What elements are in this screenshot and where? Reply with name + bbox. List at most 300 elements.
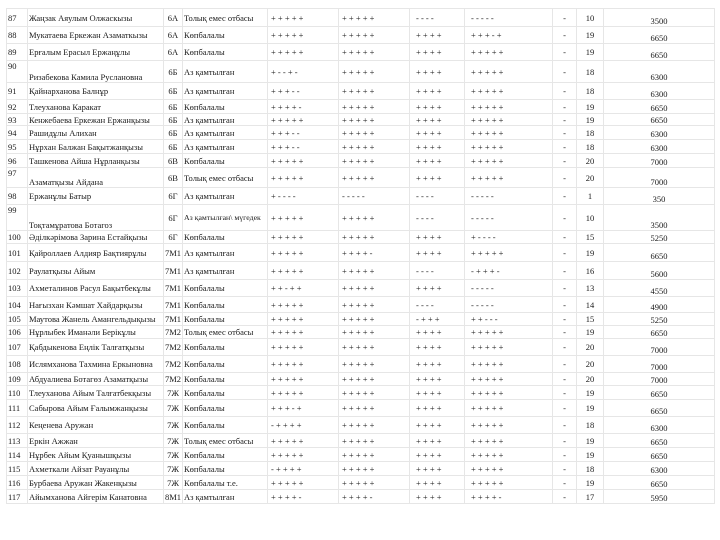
class-cell: 7М1: [165, 314, 182, 324]
class-cell: 6Б: [164, 114, 183, 126]
class-cell: 6Б: [164, 83, 183, 100]
days-cell: 19: [577, 44, 604, 61]
marks-week-4: - + + + -: [465, 262, 553, 280]
class-cell: 6Б: [164, 126, 183, 140]
class-cell: 6Б: [164, 61, 183, 83]
class-cell: 6В: [164, 168, 183, 188]
student-name: Мукатаева Еркежан Азаматкызы: [28, 27, 164, 44]
class-cell: 6Г: [164, 188, 183, 205]
days-cell: 18: [577, 462, 604, 476]
table-row: [7, 400, 715, 417]
marks-week-2: + + + + +: [339, 462, 410, 476]
amount-cell: 6650: [604, 386, 715, 400]
table-row: [7, 262, 715, 280]
category-cell: Аз қамтылған: [183, 83, 268, 100]
row-number: 89: [7, 44, 28, 61]
category-cell: Көпбалалы: [183, 27, 268, 44]
marks-week-1: + + + + +: [268, 262, 339, 280]
row-number: 117: [7, 490, 28, 504]
amount-cell: 5600: [604, 262, 715, 280]
marks-week-1: + + + + -: [268, 100, 339, 114]
days-cell: 20: [577, 373, 604, 386]
table-row: [7, 168, 715, 188]
student-name: Қайроллаев Алдияр Бақтиярұлы: [28, 244, 164, 262]
marks-week-5: -: [553, 9, 577, 27]
table-row: [7, 297, 715, 313]
student-name: Ержанұлы Батыр: [28, 188, 164, 205]
marks-week-4: + + + + -: [465, 490, 553, 504]
marks-week-3: + + + +: [410, 476, 465, 490]
class-cell: 7М1: [164, 262, 183, 280]
marks-week-3: + + + +: [410, 154, 465, 168]
student-name: Ризабекова Камила Руслановна: [28, 61, 164, 83]
table-row: [7, 100, 715, 114]
amount-cell: 7000: [604, 154, 715, 168]
student-name: Ерғалым Ерасыл Ержаңұлы: [28, 44, 164, 61]
marks-week-3: + + + +: [410, 126, 465, 140]
table-row: [7, 386, 715, 400]
marks-week-5: -: [553, 313, 577, 326]
marks-week-5: -: [553, 490, 577, 504]
amount-cell: 5950: [604, 490, 715, 504]
student-name: Кенжебаева Еркежан Ержанқызы: [28, 114, 164, 126]
row-number: 111: [7, 400, 28, 417]
table-row: [7, 280, 715, 297]
marks-week-4: + + + + +: [465, 61, 553, 83]
marks-week-5: -: [553, 373, 577, 386]
marks-week-3: + + + +: [410, 231, 465, 244]
class-cell: 7Ж: [164, 448, 183, 462]
marks-week-2: + + + + +: [339, 373, 410, 386]
amount-cell: 350: [604, 188, 715, 205]
marks-week-5: -: [553, 114, 577, 126]
marks-week-5: -: [553, 61, 577, 83]
marks-week-5: -: [553, 83, 577, 100]
marks-week-1: + + + - +: [268, 400, 339, 417]
category-cell: Көпбалалы: [183, 231, 268, 244]
marks-week-1: + + + + +: [268, 313, 339, 326]
marks-week-2: + + + + +: [339, 297, 410, 313]
marks-week-4: + + + + +: [465, 476, 553, 490]
marks-week-2: + + + + +: [339, 140, 410, 154]
marks-week-5: -: [553, 400, 577, 417]
marks-week-3: + + + +: [410, 448, 465, 462]
class-cell: 7М2: [165, 374, 182, 384]
marks-week-4: + + + + +: [465, 417, 553, 434]
row-number: 88: [7, 27, 28, 44]
marks-week-3: + + + +: [410, 400, 465, 417]
table-row: [7, 83, 715, 100]
class-cell: 7Ж: [164, 400, 183, 417]
student-name: Бурбаева Аружан Жакенқызы: [28, 476, 164, 490]
marks-week-5: -: [553, 448, 577, 462]
row-number: 101: [7, 244, 28, 262]
student-name: Абдуалиева Ботагөз Азаматқызы: [28, 373, 164, 386]
category-cell: Аз қамтылған: [183, 188, 268, 205]
marks-week-5: -: [553, 126, 577, 140]
marks-week-3: + + + +: [410, 83, 465, 100]
amount-cell: 3500: [604, 205, 715, 231]
row-number: 98: [7, 188, 28, 205]
marks-week-5: -: [553, 356, 577, 373]
marks-week-2: + + + + +: [339, 356, 410, 373]
marks-week-4: + + + + +: [465, 434, 553, 448]
marks-week-3: - - - -: [410, 205, 465, 231]
student-name: Рашидұлы Алихан: [28, 126, 164, 140]
table-row: [7, 140, 715, 154]
class-cell: 6Г: [164, 231, 183, 244]
marks-week-4: + + + + +: [465, 356, 553, 373]
days-cell: 20: [577, 154, 604, 168]
class-cell: 7М1: [164, 244, 183, 262]
marks-week-3: - - - -: [410, 9, 465, 27]
amount-cell: 3500: [604, 9, 715, 27]
marks-week-4: + + + + +: [465, 373, 553, 386]
table-row: [7, 448, 715, 462]
marks-week-4: - - - - -: [465, 205, 553, 231]
student-name: Нағызхан Кәмшат Хайдарқызы: [28, 297, 164, 313]
marks-week-5: -: [553, 297, 577, 313]
category-cell: Көпбалалы: [183, 417, 268, 434]
class-cell: 6А: [164, 27, 183, 44]
marks-week-5: -: [553, 27, 577, 44]
marks-week-2: + + + + +: [339, 313, 410, 326]
marks-week-5: -: [553, 339, 577, 356]
days-cell: 16: [577, 262, 604, 280]
marks-week-1: + + + + +: [268, 448, 339, 462]
row-number: 108: [7, 356, 28, 373]
category-cell: Толық емес отбасы: [183, 168, 268, 188]
marks-week-3: + + + +: [410, 434, 465, 448]
marks-week-5: -: [553, 280, 577, 297]
days-cell: 20: [577, 356, 604, 373]
class-cell: 6А: [164, 9, 183, 27]
marks-week-3: - - - -: [410, 188, 465, 205]
class-cell: 6Б: [164, 140, 183, 154]
marks-week-4: + + + + +: [465, 83, 553, 100]
marks-week-3: + + + +: [410, 373, 465, 386]
marks-week-3: + + + +: [410, 114, 465, 126]
class-cell: 7Ж: [164, 476, 183, 490]
marks-week-4: - - - - -: [465, 280, 553, 297]
student-name: Қабдыкенова Еңлік Талғатқызы: [28, 339, 164, 356]
marks-week-1: + - - + -: [268, 61, 339, 83]
marks-week-3: + + + +: [410, 356, 465, 373]
amount-cell: 7000: [604, 373, 715, 386]
category-cell: Көпбалалы: [183, 154, 268, 168]
amount-cell: 6300: [604, 417, 715, 434]
marks-week-2: - - - - -: [339, 188, 410, 205]
marks-week-1: + + + + +: [268, 154, 339, 168]
marks-week-2: + + + + +: [339, 168, 410, 188]
marks-week-4: + + + - +: [465, 27, 553, 44]
row-number: 116: [7, 476, 28, 490]
row-number: 109: [7, 373, 28, 386]
category-cell: Көпбалалы: [183, 386, 268, 400]
row-number: 99: [7, 205, 28, 231]
marks-week-4: + + - - -: [465, 313, 553, 326]
table-row: [7, 114, 715, 126]
days-cell: 15: [577, 313, 604, 326]
marks-week-2: + + + + +: [339, 339, 410, 356]
marks-week-2: + + + + +: [339, 262, 410, 280]
marks-week-4: + + + + +: [465, 44, 553, 61]
marks-week-2: + + + + +: [339, 448, 410, 462]
marks-week-3: - + + +: [410, 313, 465, 326]
marks-week-5: -: [553, 44, 577, 61]
marks-week-2: + + + + +: [339, 114, 410, 126]
category-cell: Көпбалалы: [183, 339, 268, 356]
table-row: [7, 231, 715, 244]
amount-cell: 6300: [604, 462, 715, 476]
category-cell: Көпбалалы: [183, 400, 268, 417]
student-name: Ислямханова Тахмина Еркыновна: [28, 356, 164, 373]
marks-week-1: + + - + +: [268, 280, 339, 297]
marks-week-3: + + + +: [410, 44, 465, 61]
amount-cell: 7000: [604, 356, 715, 373]
marks-week-3: - - - -: [410, 297, 465, 313]
marks-week-2: + + + + +: [339, 417, 410, 434]
category-cell: Көпбалалы: [183, 462, 268, 476]
days-cell: 10: [577, 9, 604, 27]
class-cell: 7Ж: [164, 462, 183, 476]
days-cell: 18: [577, 61, 604, 83]
marks-week-2: + + + + +: [339, 326, 410, 339]
marks-week-2: + + + + +: [339, 205, 410, 231]
amount-cell: 6300: [604, 61, 715, 83]
class-cell: 6В: [164, 154, 183, 168]
marks-week-3: + + + +: [410, 61, 465, 83]
class-cell: 6Г: [164, 205, 183, 231]
amount-cell: 6300: [604, 126, 715, 140]
marks-week-1: + + + + +: [268, 326, 339, 339]
student-name: Тлеуханова Каракат: [28, 100, 164, 114]
marks-week-1: + + + + -: [268, 490, 339, 504]
amount-cell: 4550: [604, 280, 715, 297]
marks-week-4: - - - - -: [465, 9, 553, 27]
marks-week-2: + + + + +: [339, 154, 410, 168]
table-row: [7, 373, 715, 386]
category-cell: Аз қамтылған: [183, 244, 268, 262]
marks-week-1: + + + - -: [268, 140, 339, 154]
amount-cell: 6650: [604, 44, 715, 61]
marks-week-4: + + + + +: [465, 339, 553, 356]
category-cell: Көпбалалы: [183, 280, 268, 297]
days-cell: 18: [577, 83, 604, 100]
students-table: [6, 8, 715, 504]
category-cell: Көпбалалы: [183, 448, 268, 462]
category-cell: Көпбалалы: [183, 313, 268, 326]
marks-week-1: + + + - -: [268, 83, 339, 100]
marks-week-4: - - - - -: [465, 188, 553, 205]
table-row: [7, 434, 715, 448]
amount-cell: 6650: [604, 400, 715, 417]
amount-cell: 6650: [604, 244, 715, 262]
category-cell: Толық емес отбасы: [183, 9, 268, 27]
marks-week-2: + + + + +: [339, 27, 410, 44]
class-cell: 7М2: [164, 339, 183, 356]
marks-week-3: + + + +: [410, 244, 465, 262]
amount-cell: 6650: [604, 434, 715, 448]
marks-week-5: -: [553, 262, 577, 280]
table-row: [7, 188, 715, 205]
category-cell: Аз қамтылған: [183, 114, 268, 126]
amount-cell: 7000: [604, 339, 715, 356]
marks-week-5: -: [553, 244, 577, 262]
row-number: 100: [7, 231, 28, 244]
days-cell: 10: [577, 205, 604, 231]
category-cell: Көпбалалы: [183, 44, 268, 61]
days-cell: 19: [577, 114, 604, 126]
row-number: 106: [7, 326, 28, 339]
days-cell: 15: [577, 231, 604, 244]
class-cell: 6Б: [164, 100, 183, 114]
marks-week-3: + + + +: [410, 490, 465, 504]
table-row: [7, 154, 715, 168]
marks-week-1: + + + + +: [268, 476, 339, 490]
marks-week-3: + + + +: [410, 386, 465, 400]
marks-week-1: + + + + +: [268, 339, 339, 356]
marks-week-1: + + + + +: [268, 27, 339, 44]
category-cell: Көпбалалы: [183, 356, 268, 373]
marks-week-4: + + + + +: [465, 326, 553, 339]
class-cell: 8М1: [165, 491, 182, 502]
student-name: Нұрхан Балжан Бақытжанқызы: [28, 140, 164, 154]
table-row: [7, 9, 715, 27]
days-cell: 19: [577, 448, 604, 462]
marks-week-4: + + + + +: [465, 140, 553, 154]
table-row: [7, 61, 715, 83]
marks-week-5: -: [553, 386, 577, 400]
row-number: 90: [7, 61, 28, 83]
marks-week-2: + + + + +: [339, 61, 410, 83]
attendance-sheet: [6, 8, 714, 504]
category-cell: Толық емес отбасы: [183, 434, 268, 448]
amount-cell: 5250: [604, 231, 715, 244]
marks-week-5: -: [553, 168, 577, 188]
class-cell: 7Ж: [164, 434, 183, 448]
category-cell: Аз қамтылған\ мүгедек: [183, 205, 268, 231]
marks-week-5: -: [553, 188, 577, 205]
row-number: 92: [7, 100, 28, 114]
days-cell: 20: [577, 339, 604, 356]
days-cell: 20: [577, 168, 604, 188]
student-name: Нұрбек Айым Қуанышқызы: [28, 448, 164, 462]
marks-week-3: + + + +: [410, 27, 465, 44]
amount-cell: 4900: [604, 297, 715, 313]
amount-cell: 6650: [604, 326, 715, 339]
row-number: 93: [7, 114, 28, 126]
days-cell: 19: [577, 476, 604, 490]
marks-week-2: + + + + +: [339, 126, 410, 140]
row-number: 107: [7, 339, 28, 356]
marks-week-1: + + + + +: [268, 231, 339, 244]
marks-week-2: + + + + -: [339, 490, 410, 504]
category-cell: Көпбалалы т.е.: [183, 476, 268, 490]
row-number: 102: [7, 262, 28, 280]
amount-cell: 6650: [604, 114, 715, 126]
marks-week-3: + + + +: [410, 168, 465, 188]
row-number: 110: [7, 386, 28, 400]
amount-cell: 6650: [604, 100, 715, 114]
student-name: Қайнарханова Балнұр: [28, 83, 164, 100]
marks-week-4: + + + + +: [465, 100, 553, 114]
days-cell: 18: [577, 140, 604, 154]
marks-week-1: + + + + +: [268, 205, 339, 231]
category-cell: Толық емес отбасы: [183, 326, 268, 339]
row-number: 115: [7, 462, 28, 476]
marks-week-5: -: [553, 154, 577, 168]
days-cell: 19: [577, 27, 604, 44]
student-name: Тоқтамұратова Ботагоз: [28, 205, 164, 231]
student-name: Жаңзак Аяулым Олжаскызы: [28, 9, 164, 27]
table-row: [7, 313, 715, 326]
marks-week-4: + + + + +: [465, 154, 553, 168]
row-number: 91: [7, 83, 28, 100]
marks-week-3: + + + +: [410, 339, 465, 356]
amount-cell: 5250: [604, 313, 715, 326]
amount-cell: 7000: [604, 168, 715, 188]
days-cell: 1: [577, 188, 604, 205]
category-cell: Аз қамтылған: [183, 126, 268, 140]
row-number: 113: [7, 434, 28, 448]
marks-week-1: + + + + +: [268, 114, 339, 126]
marks-week-2: + + + + -: [339, 244, 410, 262]
category-cell: Көпбалалы: [183, 373, 268, 386]
marks-week-3: + + + +: [410, 280, 465, 297]
row-number: 95: [7, 140, 28, 154]
amount-cell: 6300: [604, 140, 715, 154]
row-number: 103: [7, 280, 28, 297]
marks-week-3: - - - -: [410, 262, 465, 280]
marks-week-3: + + + +: [410, 100, 465, 114]
marks-week-3: + + + +: [410, 140, 465, 154]
marks-week-5: -: [553, 100, 577, 114]
table-row: [7, 356, 715, 373]
table-row: [7, 462, 715, 476]
marks-week-5: -: [553, 476, 577, 490]
table-row: [7, 490, 715, 504]
days-cell: 19: [577, 326, 604, 339]
student-name: Нұрлыбек Иманәли Берікұлы: [28, 326, 164, 339]
table-row: [7, 44, 715, 61]
marks-week-1: + + + + +: [268, 434, 339, 448]
student-name: Кеңенева Аружан: [28, 417, 164, 434]
marks-week-5: -: [553, 417, 577, 434]
marks-week-2: + + + + +: [339, 434, 410, 448]
category-cell: Аз қамтылған: [183, 262, 268, 280]
category-cell: Аз қамтылған: [183, 490, 268, 504]
category-cell: Көпбалалы: [183, 100, 268, 114]
marks-week-3: + + + +: [410, 417, 465, 434]
marks-week-1: + + + + +: [268, 373, 339, 386]
amount-cell: 6300: [604, 83, 715, 100]
marks-week-1: + + + + +: [268, 168, 339, 188]
table-row: [7, 205, 715, 231]
class-cell: 7М1: [164, 297, 183, 313]
row-number: 87: [7, 9, 28, 27]
row-number: 94: [7, 126, 28, 140]
marks-week-5: -: [553, 205, 577, 231]
marks-week-5: -: [553, 326, 577, 339]
marks-week-2: + + + + +: [339, 400, 410, 417]
marks-week-5: -: [553, 462, 577, 476]
marks-week-5: -: [553, 140, 577, 154]
days-cell: 19: [577, 100, 604, 114]
marks-week-4: + - - - -: [465, 231, 553, 244]
category-cell: Аз қамтылған: [183, 61, 268, 83]
class-cell: 6А: [164, 44, 183, 61]
